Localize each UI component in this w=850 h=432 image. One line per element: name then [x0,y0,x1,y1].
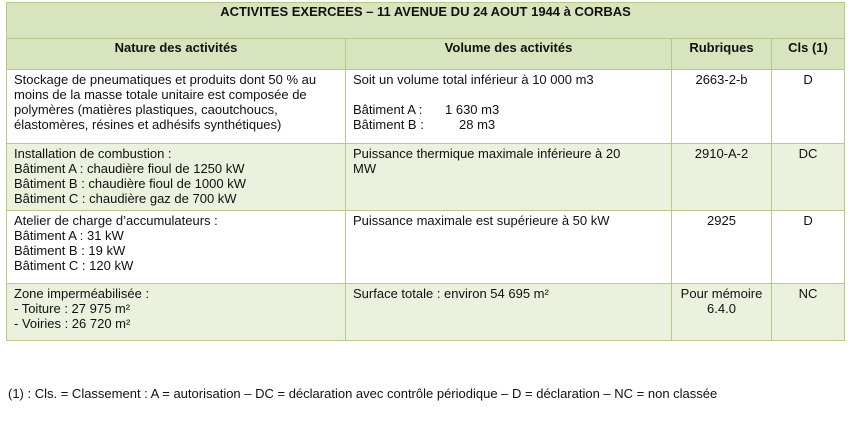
cell-volume [346,70,672,144]
cell-line: Installation de combustion : [14,146,172,161]
header-cls: Cls (1) [772,39,845,70]
table-title: ACTIVITES EXERCEES – 11 AVENUE DU 24 AOUT 1944 à CORBAS [7,3,845,39]
cell-line: Soit un volume total inférieur à 10 000 m3 [353,72,594,87]
cell-line: Puissance maximale est supérieure à 50 kW [353,213,610,228]
cell-nature [7,284,346,341]
cell-line: Bâtiment B : chaudière fioul de 1000 kW [14,176,246,191]
header-row [7,39,845,70]
cell-volume [346,211,672,284]
cell-line: Bâtiment C : 120 kW [14,258,134,273]
cell-line: Bâtiment A : 31 kW [14,228,124,243]
cell-line: moins de la masse totale unitaire est composée de [14,87,307,102]
cell-rubrique: 2910-A-2 [672,144,772,211]
footnote: (1) : Cls. = Classement : A = autorisation – DC = déclaration avec contrôle périodique – D = déclaration – NC = non classée [8,386,718,401]
cell-nature [7,144,346,211]
cell-line: - Voiries : 26 720 m² [14,316,131,331]
header-nature: Nature des activités [7,39,346,70]
table-row [7,70,845,144]
cell-line: Puissance thermique maximale inférieure à 20 [353,146,621,161]
building-label: Bâtiment A : [353,102,423,117]
cell-cls: DC [772,144,845,211]
cell-line: Pour mémoire [680,286,763,301]
cell-line: élastomères, résines et adhésifs synthétiques) [14,117,282,132]
title-row [7,3,845,39]
cell-line: Bâtiment B : 19 kW [14,243,126,258]
cell-line: Bâtiment A : chaudière fioul de 1250 kW [14,161,245,176]
cell-rubrique [672,284,772,341]
cell-line: 6.4.0 [707,301,736,316]
cell-volume [346,144,672,211]
cell-line: MW [353,161,377,176]
building-label: Bâtiment B : [353,117,424,132]
building-value: 28 m3 [459,117,496,132]
cell-cls: D [772,211,845,284]
header-volume: Volume des activités [346,39,672,70]
table-row [7,144,845,211]
cell-line: - Toiture : 27 975 m² [14,301,131,316]
cell-rubrique: 2663-2-b [672,70,772,144]
cell-nature [7,70,346,144]
cell-volume [346,284,672,341]
cell-line: Surface totale : environ 54 695 m² [353,286,549,301]
table-row [7,284,845,341]
cell-line: Zone imperméabilisée : [14,286,150,301]
header-rubriques: Rubriques [672,39,772,70]
cell-line [353,117,664,132]
building-value: 1 630 m3 [445,102,500,117]
cell-rubrique: 2925 [672,211,772,284]
activities-table [6,2,845,341]
cell-cls: NC [772,284,845,341]
cell-line: Stockage de pneumatiques et produits dont 50 % au [14,72,317,87]
cell-cls: D [772,70,845,144]
cell-line: Bâtiment C : chaudière gaz de 700 kW [14,191,237,206]
cell-nature [7,211,346,284]
cell-line: polymères (matières plastiques, caoutchoucs, [14,102,278,117]
cell-line [353,102,664,117]
table-row [7,211,845,284]
cell-line: Atelier de charge d’accumulateurs : [14,213,218,228]
